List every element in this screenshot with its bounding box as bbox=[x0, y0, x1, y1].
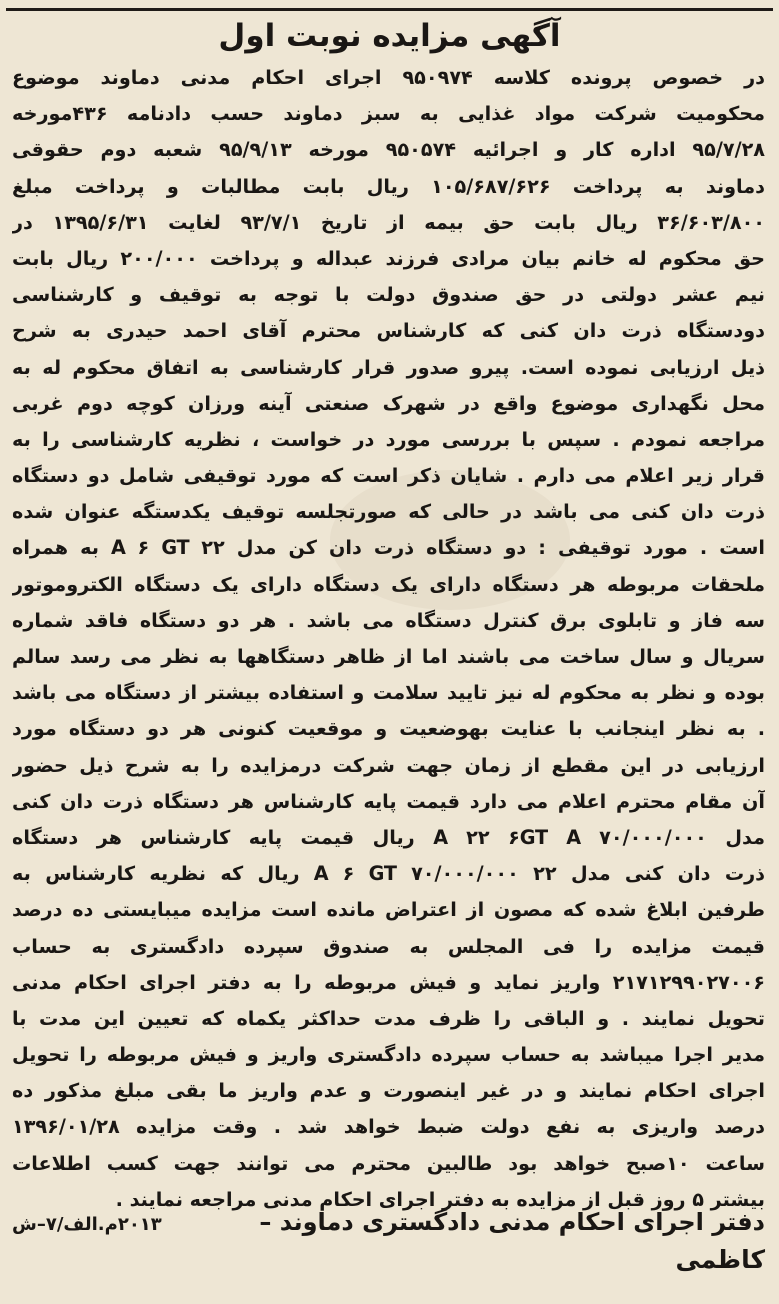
notice-text-line: حق محکوم له خانم بیان مرادی فرزند عبداله و پرداخت ۲۰۰/۰۰۰ ریال بابت bbox=[12, 246, 765, 270]
notice-text-line: آن مقام محترم اعلام می دارد قیمت پایه کارشناس هر دستگاه ذرت دان کنی bbox=[12, 789, 765, 813]
issuing-office: دفتر اجرای احکام مدنی دادگستری دماوند – bbox=[259, 1208, 765, 1236]
notice-text-line: ذیل ارزیابی نموده است. پیرو صدور قرار کارشناسی به اتفاق محکوم له به bbox=[12, 355, 765, 379]
notice-text-line: ذرت دان کنی مدل ۲۲ ۷۰/۰۰۰/۰۰۰ A ۶ GT ریال که نظریه کارشناس به bbox=[12, 862, 765, 886]
notice-text-line: قیمت مزایده را فی المجلس به صندوق سپرده دادگستری به حساب bbox=[12, 934, 765, 958]
notice-text-line: ارزیابی در این مقطع از زمان جهت شرکت درمزایده را به شرح ذیل حضور bbox=[12, 753, 765, 777]
notice-text-line: نیم عشر دولتی در حق صندوق دولت با توجه به توقیف و کارشناسی bbox=[12, 283, 765, 307]
notice-text-line: ۹۵/۷/۲۸ اداره کار و اجرائیه ۹۵۰۵۷۴ مورخه ۹۵/۹/۱۳ شعبه دوم حقوقی bbox=[12, 138, 765, 162]
notice-text-line: ملحقات مربوطه هر دستگاه دارای یک دستگاه دارای یک دستگاه الکتروموتور bbox=[12, 572, 765, 596]
notice-text-line: تحویل نمایند . و الباقی را ظرف مدت حداکثر یکماه که تعیین این مدت با bbox=[12, 1006, 765, 1030]
notice-text-line: ۳۶/۶۰۳/۸۰۰ ریال بابت حق بیمه از تاریخ ۹۳/۷/۱ لغایت ۱۳۹۵/۶/۳۱ در bbox=[12, 210, 765, 234]
notice-body bbox=[12, 60, 765, 1218]
notice-code: ۲۰۱۳م.الف/۷–ش bbox=[12, 1214, 162, 1235]
signature-line bbox=[12, 1204, 765, 1240]
notice-text-line: ساعت ۱۰صبح خواهد بود طالبین محترم می توانند جهت کسب اطلاعات bbox=[12, 1151, 765, 1175]
notice-text-line: محل نگهداری موضوع واقع در شهرک صنعتی آینه ورزان کوچه دوم غربی bbox=[12, 391, 765, 415]
notice-text-line: درصد واریزی به نفع دولت ضبط خواهد شد . وقت مزایده ۱۳۹۶/۰۱/۲۸ bbox=[12, 1115, 765, 1139]
notice-text-line: ذرت دان کنی می باشد در حالی که صورتجلسه توقیف یکدستگه عنوان شده bbox=[12, 500, 765, 524]
notice-text-line: طرفین ابلاغ شده که مصون از اعتراض مانده است مزایده میبایستی ده درصد bbox=[12, 898, 765, 922]
notice-text-line: در خصوص پرونده کلاسه ۹۵۰۹۷۴ اجرای احکام مدنی دماوند موضوع bbox=[12, 66, 765, 89]
notice-text-line: سه فاز و تابلوی برق کنترل دستگاه می باشد . هر دو دستگاه فاقد شماره bbox=[12, 608, 765, 632]
signature-block bbox=[12, 1204, 765, 1280]
signatory-name: کاظمی bbox=[675, 1245, 765, 1274]
notice-text-line: دودستگاه ذرت دان کنی که کارشناس محترم آقای احمد حیدری به شرح bbox=[12, 319, 765, 343]
notice-text-line: مدیر اجرا میباشد به حساب سپرده دادگستری واریز و فیش مربوطه را تحویل bbox=[12, 1043, 765, 1067]
notice-text-line: است . مورد توقیفی : دو دستگاه ذرت دان کن مدل A ۶ GT ۲۲ به همراه bbox=[12, 536, 765, 560]
notice-text-line: ۲۱۷۱۲۹۹۰۲۷۰۰۶ واریز نماید و فیش مربوطه را به دفتر اجرای احکام مدنی bbox=[12, 970, 765, 994]
notice-text-line: سریال و سال ساخت می باشند اما از ظاهر دستگاهها به نظر می رسد سالم bbox=[12, 645, 765, 668]
top-rule bbox=[6, 8, 773, 11]
notice-text-line: اجرای احکام نمایند و در غیر اینصورت و عدم واریز ما بقی مبلغ مذکور ده bbox=[12, 1079, 765, 1103]
notice-text-line: قرار زیر اعلام می دارم . شایان ذکر است که مورد توقیفی شامل دو دستگاه bbox=[12, 464, 765, 488]
notice-text-line: مدل A ۲۲ ۶GT A ۷۰/۰۰۰/۰۰۰ ریال قیمت پایه کارشناس هر دستگاه bbox=[12, 825, 765, 849]
notice-text-line: بوده و نظر به محکوم له نیز تایید سلامت و استفاده بیشتر از دستگاه می باشد bbox=[12, 681, 765, 705]
notice-text-line: مراجعه نمودم . سپس با بررسی مورد در خواست ، نظریه کارشناسی را به bbox=[12, 427, 765, 451]
notice-text-line: محکومیت شرکت مواد غذایی به سبز دماوند حسب دادنامه ۴۳۶مورخه bbox=[12, 102, 765, 126]
notice-text-line: دماوند به پرداخت ۱۰۵/۶۸۷/۶۲۶ ریال بابت مطالبات و پرداخت مبلغ bbox=[12, 174, 765, 198]
notice-text-line: . به نظر اینجانب با عنایت بهوضعیت و موقعیت کنونی هر دو دستگاه مورد bbox=[12, 717, 765, 741]
notice-title: آگهی مزایده نوبت اول bbox=[218, 18, 561, 54]
notice-text-line: بیشتر ۵ روز قبل از مزایده به دفتر اجرای احکام مدنی مراجعه نمایند . bbox=[115, 1187, 765, 1211]
